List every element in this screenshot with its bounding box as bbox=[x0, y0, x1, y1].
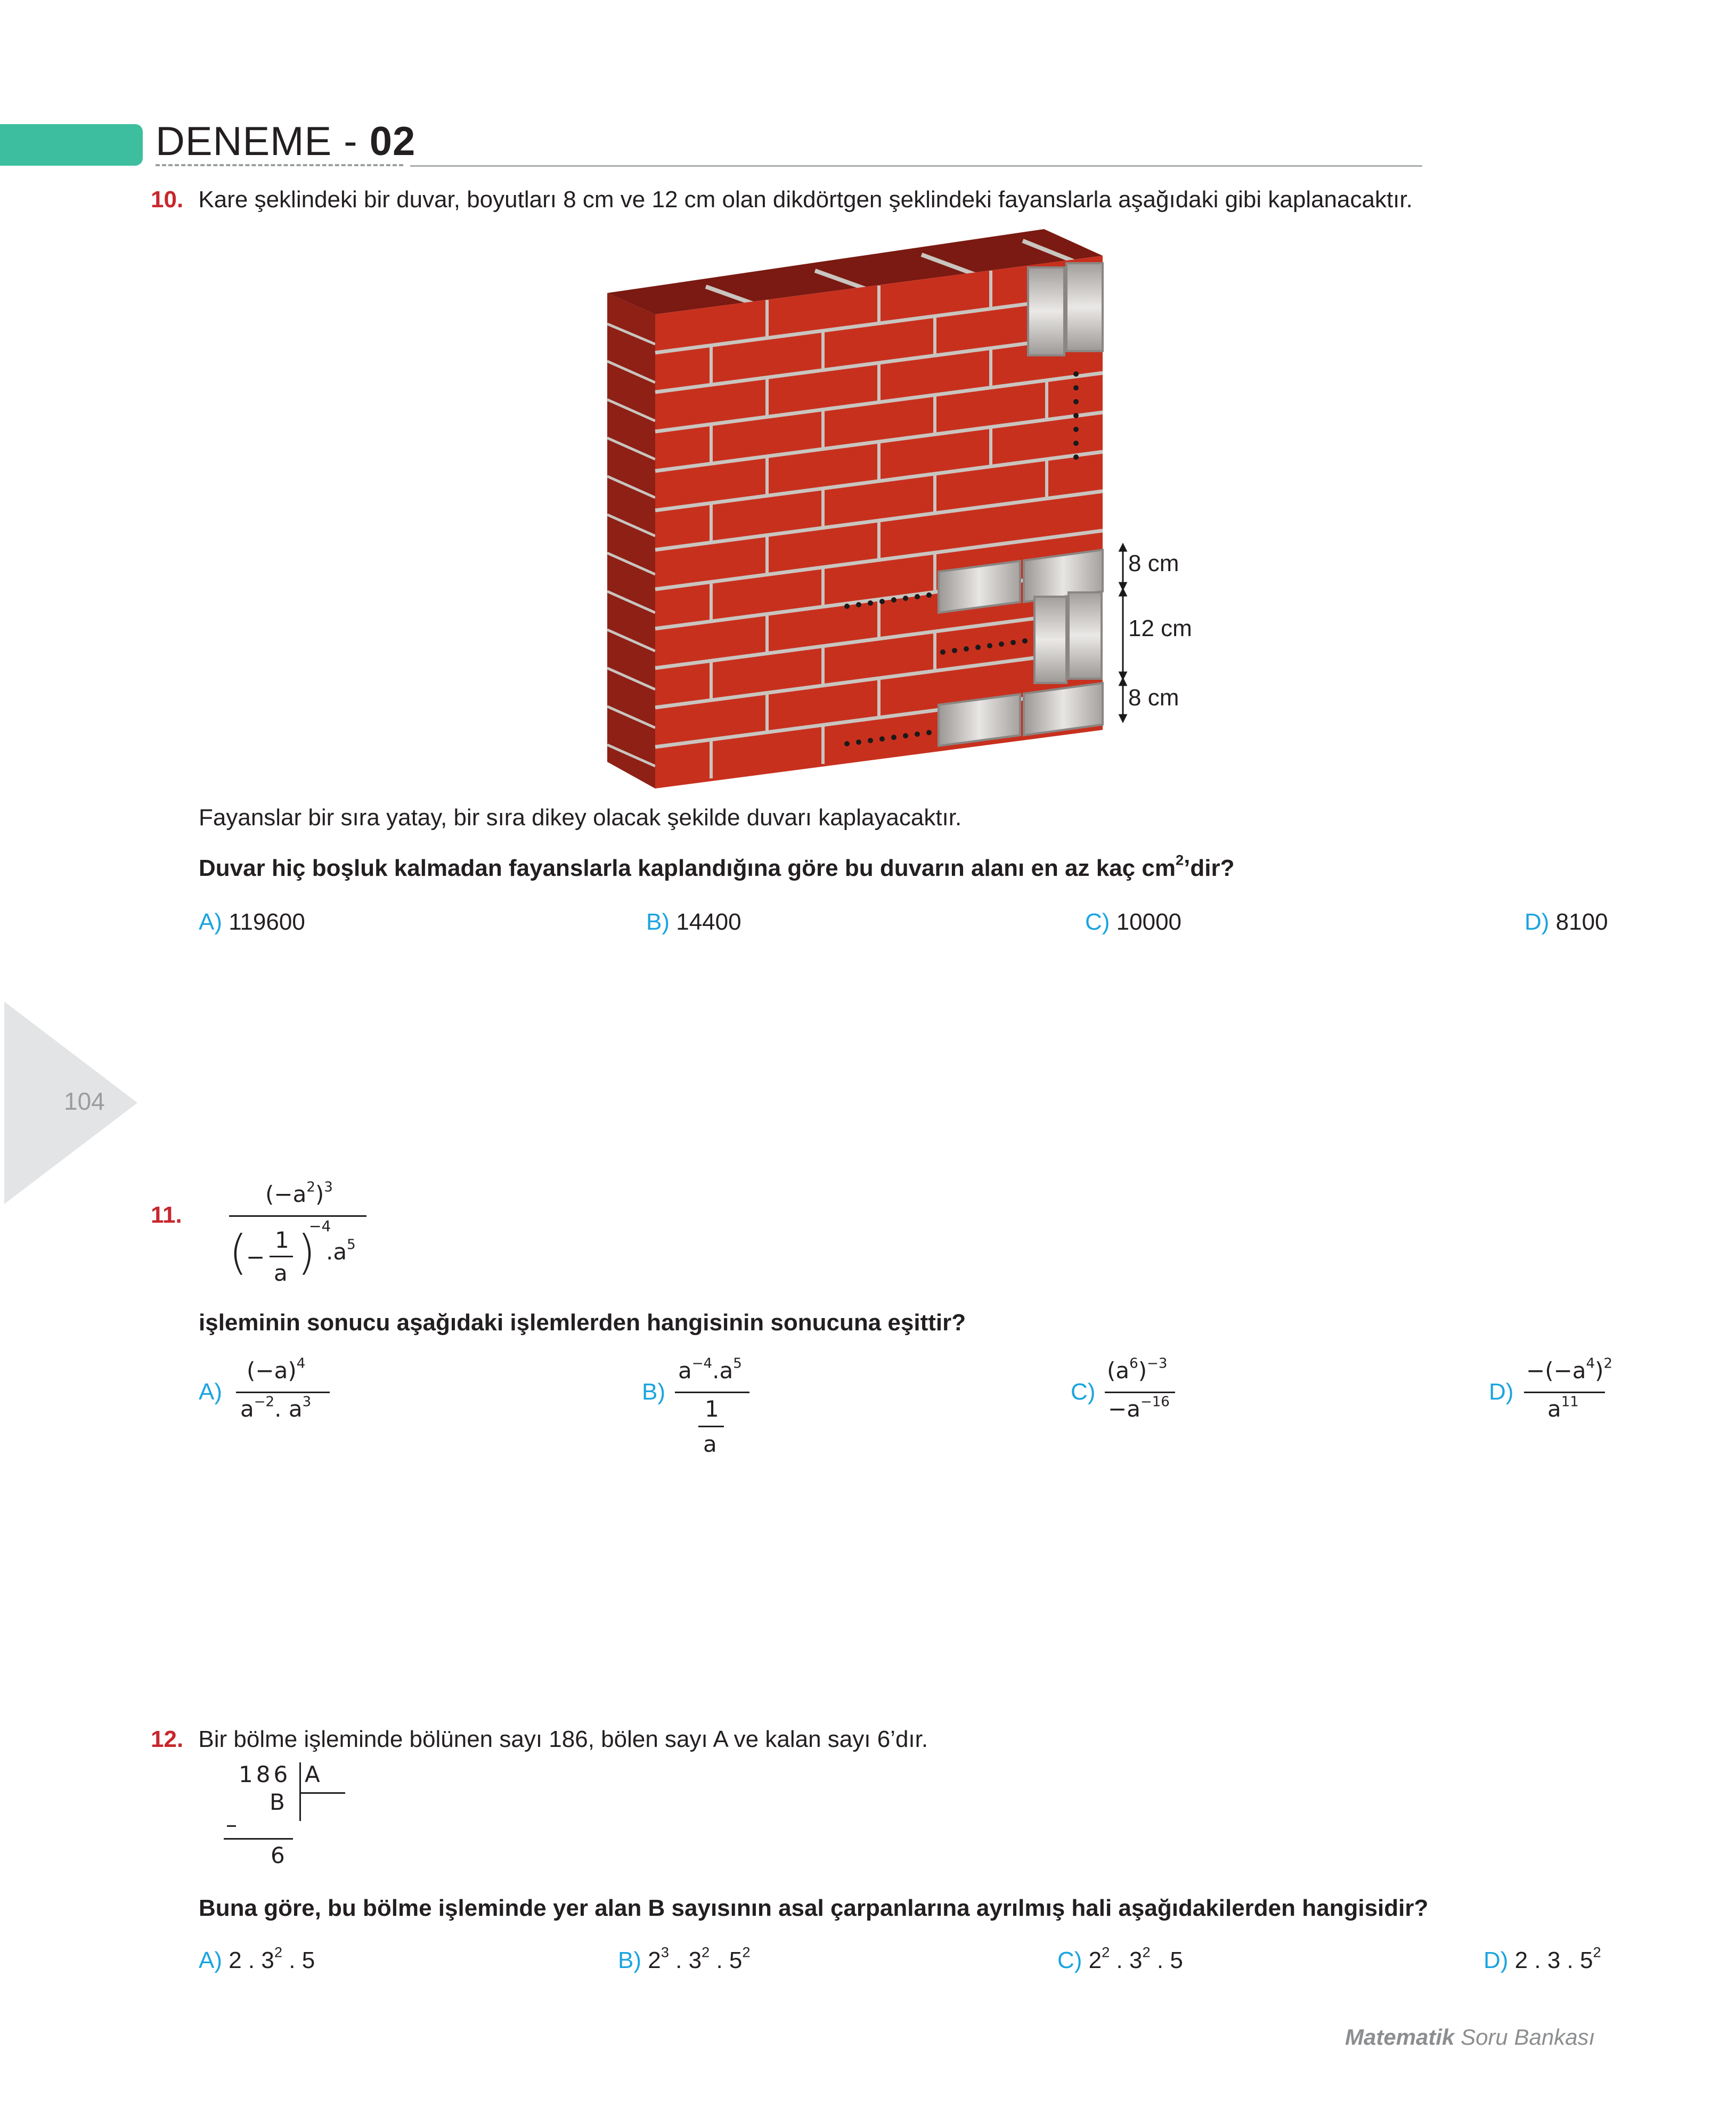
wall-side-face bbox=[607, 293, 655, 788]
q11-den-mul: $.a^5$ bbox=[326, 1237, 356, 1265]
q11-den-a: a bbox=[274, 1260, 288, 1286]
q11-option-b-letter: B) bbox=[642, 1379, 665, 1405]
q11-option-b-num: $a^{-4}.a^5$ bbox=[678, 1355, 742, 1384]
page-number: 104 bbox=[64, 1087, 105, 1115]
division-minus: – bbox=[226, 1811, 237, 1837]
q11-option-b-den-top: 1 bbox=[705, 1396, 719, 1422]
q11-den-exp: −4 bbox=[309, 1217, 331, 1235]
dimension-label-8cm-bottom: 8 cm bbox=[1128, 685, 1179, 711]
question-10-text: Kare şeklindeki bir duvar, boyutları 8 cm ve 12 cm olan dikdörtgen şeklindeki fayanslarla aşağıdaki gibi kaplanacaktır. bbox=[198, 186, 1413, 213]
q10-option-b[interactable]: B) 14400 bbox=[646, 909, 741, 935]
q11-inner-bar bbox=[270, 1256, 293, 1257]
q11-option-a-num: $(-a)^4$ bbox=[247, 1355, 306, 1384]
footer-brand: Matematik Soru Bankası bbox=[1345, 2024, 1595, 2050]
q11-option-d[interactable] bbox=[1489, 1353, 1617, 1428]
header-accent-bar bbox=[0, 124, 143, 166]
tiles-top bbox=[1028, 263, 1103, 355]
q11-option-d-letter: D) bbox=[1489, 1379, 1514, 1405]
division-divisor: A bbox=[305, 1761, 320, 1787]
q11-option-b-inner-bar bbox=[698, 1426, 724, 1427]
q11-option-d-den: $a^{11}$ bbox=[1547, 1394, 1579, 1422]
q11-option-a[interactable] bbox=[199, 1353, 358, 1428]
question-10-info: Fayanslar bir sıra yatay, bir sıra dikey olacak şekilde duvarı kaplayacaktır. bbox=[199, 804, 962, 831]
q11-option-a-letter: A) bbox=[199, 1379, 222, 1405]
q11-left-paren: ( bbox=[229, 1225, 248, 1280]
q11-right-paren: ) bbox=[297, 1225, 316, 1280]
q12-option-b[interactable]: B) $2^3$ . $3^2$ . $5^2$ bbox=[618, 1944, 751, 1973]
division-vertical-line bbox=[299, 1762, 301, 1821]
division-diagram bbox=[224, 1758, 362, 1875]
dimension-arrows bbox=[1120, 544, 1126, 721]
q10-option-d[interactable]: D) 8100 bbox=[1525, 909, 1608, 935]
division-horizontal-line bbox=[299, 1792, 345, 1794]
q11-option-a-bar bbox=[236, 1392, 330, 1393]
q11-option-b-bar bbox=[675, 1392, 749, 1393]
q11-option-c[interactable] bbox=[1071, 1353, 1209, 1428]
question-12-prompt: Buna göre, bu bölme işleminde yer alan B sayısının asal çarpanlarına ayrılmış hali aşağıdakilerden hangisidir? bbox=[199, 1895, 1429, 1921]
q11-option-c-bar bbox=[1105, 1392, 1175, 1393]
q11-expression bbox=[229, 1180, 368, 1297]
q11-den-one: 1 bbox=[275, 1227, 289, 1253]
question-10-line bbox=[151, 186, 1413, 213]
q11-den-minus: − bbox=[246, 1244, 265, 1270]
question-10-prompt: Duvar hiç boşluk kalmadan fayanslarla kaplandığına göre bu duvarın alanı en az kaç $cm^2’dir$? bbox=[199, 851, 1235, 881]
q11-option-a-den: $a^{-2}$. $a^3$ bbox=[240, 1394, 312, 1422]
question-11-number: 11. bbox=[151, 1202, 182, 1228]
q11-option-d-num: $-(-a^4)^2$ bbox=[1526, 1355, 1613, 1384]
dimension-label-12cm: 12 cm bbox=[1128, 615, 1192, 641]
division-dividend: 186 bbox=[239, 1761, 291, 1787]
q11-numerator: $(-a^2)^3$ bbox=[265, 1179, 333, 1207]
question-12-text: Bir bölme işleminde bölünen sayı 186, bölen sayı A ve kalan sayı 6’dır. bbox=[198, 1726, 928, 1752]
page-title: DENEME - 02 bbox=[156, 119, 416, 164]
q11-option-b-den-bottom: a bbox=[703, 1431, 717, 1457]
q12-option-c[interactable]: C) $2^2$ . $3^2$ . 5 bbox=[1057, 1944, 1183, 1973]
q10-option-a[interactable]: A) 119600 bbox=[199, 909, 305, 935]
q12-option-d[interactable]: D) 2 . 3 . $5^2$ bbox=[1484, 1944, 1601, 1973]
header-divider bbox=[410, 165, 1422, 167]
division-result-line bbox=[224, 1838, 293, 1840]
q12-option-a[interactable]: A) 2 . $3^2$ . 5 bbox=[199, 1944, 315, 1973]
q11-option-b[interactable] bbox=[642, 1353, 780, 1470]
division-subtrahend: B bbox=[270, 1789, 285, 1815]
question-12-number: 12. bbox=[151, 1726, 184, 1752]
header-dashed-underline bbox=[156, 164, 403, 166]
brick-wall-illustration bbox=[602, 224, 1215, 804]
q11-option-d-bar bbox=[1524, 1392, 1605, 1393]
q10-option-c[interactable]: C) 10000 bbox=[1085, 909, 1182, 935]
question-10-number: 10. bbox=[151, 186, 184, 213]
dimension-label-8cm-top: 8 cm bbox=[1128, 550, 1179, 576]
q11-option-c-num: $(a^6)^{-3}$ bbox=[1107, 1355, 1168, 1384]
division-remainder: 6 bbox=[271, 1842, 285, 1868]
q11-option-c-letter: C) bbox=[1071, 1379, 1096, 1405]
question-12-line bbox=[151, 1726, 928, 1753]
question-11-prompt: işleminin sonucu aşağıdaki işlemlerden hangisinin sonucuna eşittir? bbox=[199, 1310, 966, 1336]
q11-fraction-bar bbox=[229, 1215, 366, 1217]
q11-option-c-den: $-a^{-16}$ bbox=[1108, 1394, 1170, 1422]
